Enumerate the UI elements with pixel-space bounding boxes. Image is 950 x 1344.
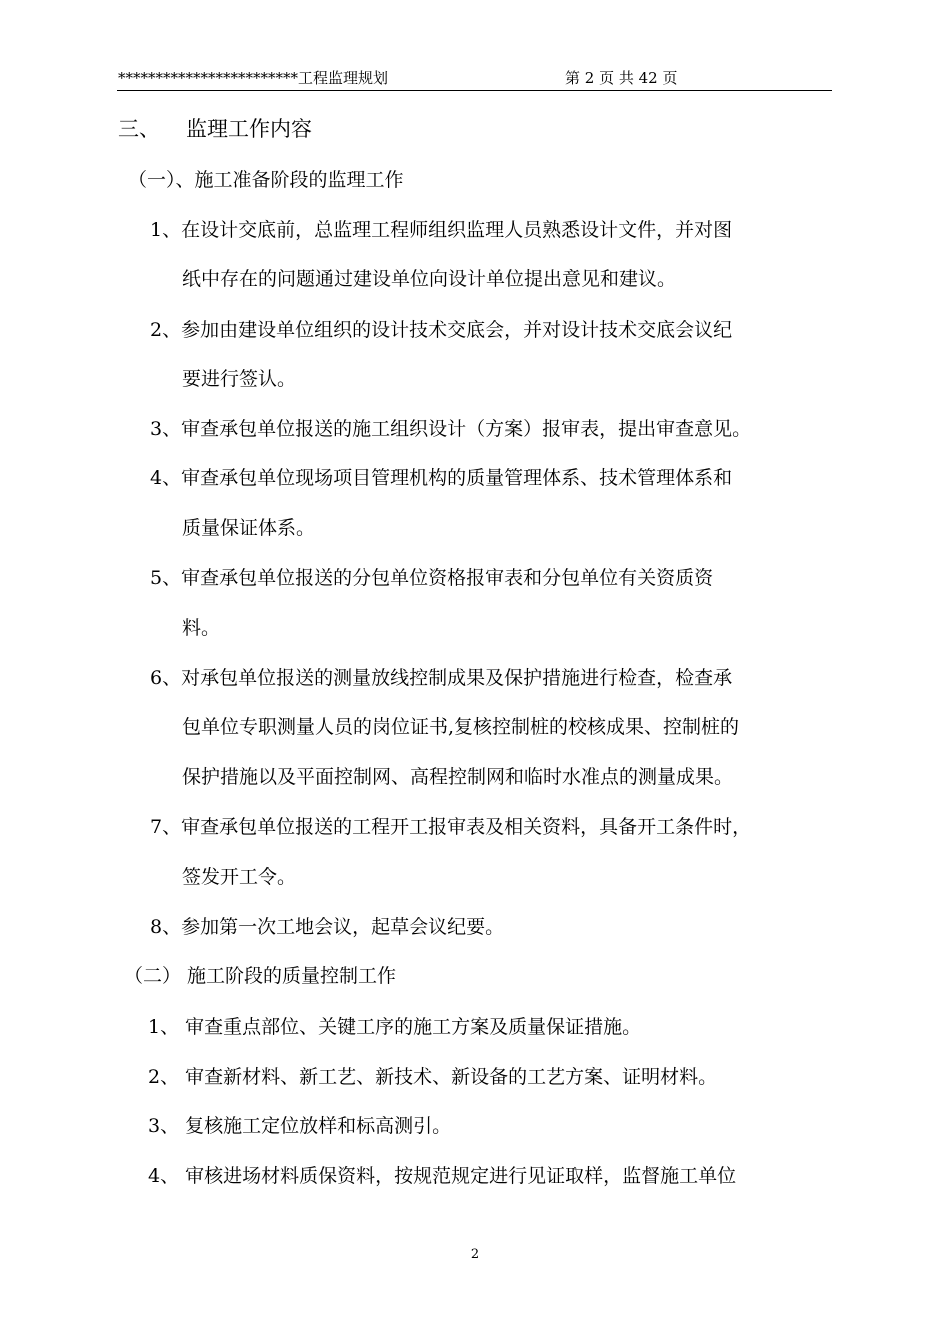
list-item-line: 3、审查承包单位报送的施工组织设计（方案）报审表，提出审查意见。 [150,418,752,440]
list-item-line: 6、对承包单位报送的测量放线控制成果及保护措施进行检查，检查承 [150,667,733,689]
list-item-line: 4、审查承包单位现场项目管理机构的质量管理体系、技术管理体系和 [150,467,733,489]
list-item-line: 包单位专职测量人员的岗位证书,复核控制桩的校核成果、控制桩的 [182,716,740,738]
list-item-line: 2、 审查新材料、新工艺、新技术、新设备的工艺方案、证明材料。 [148,1066,718,1088]
subsection-heading: （一）、施工准备阶段的监理工作 [128,169,404,191]
list-item-line: 纸中存在的问题通过建设单位向设计单位提出意见和建议。 [182,268,677,290]
subsection-heading: （二） 施工阶段的质量控制工作 [124,965,397,987]
header-document-title: ************************工程监理规划 [118,69,389,87]
list-item-line: 1、 审查重点部位、关键工序的施工方案及质量保证措施。 [148,1016,642,1038]
list-item-line: 4、 审核进场材料质保资料，按规范规定进行见证取样，监督施工单位 [148,1165,737,1187]
list-item-line: 2、参加由建设单位组织的设计技术交底会，并对设计技术交底会议纪 [150,319,733,341]
list-item-line: 1、在设计交底前，总监理工程师组织监理人员熟悉设计文件，并对图 [150,219,733,241]
section-title: 监理工作内容 [186,117,312,141]
page-number: 2 [470,1247,480,1262]
list-item-line: 质量保证体系。 [182,517,316,539]
list-item-line: 7、审查承包单位报送的工程开工报审表及相关资料，具备开工条件时， [150,816,752,838]
header-divider [117,90,832,91]
header-page-info: 第 2 页 共 42 页 [565,69,678,87]
list-item-line: 保护措施以及平面控制网、高程控制网和临时水准点的测量成果。 [182,766,734,788]
list-item-line: 料。 [182,617,221,639]
list-item-line: 签发开工令。 [182,866,297,888]
section-number: 三、 [118,117,160,141]
list-item-line: 3、 复核施工定位放样和标高测引。 [148,1115,452,1137]
list-item-line: 5、审查承包单位报送的分包单位资格报审表和分包单位有关资质资 [150,567,714,589]
list-item-line: 要进行签认。 [182,368,297,390]
section-heading [118,114,312,144]
list-item-line: 8、参加第一次工地会议，起草会议纪要。 [150,916,505,938]
